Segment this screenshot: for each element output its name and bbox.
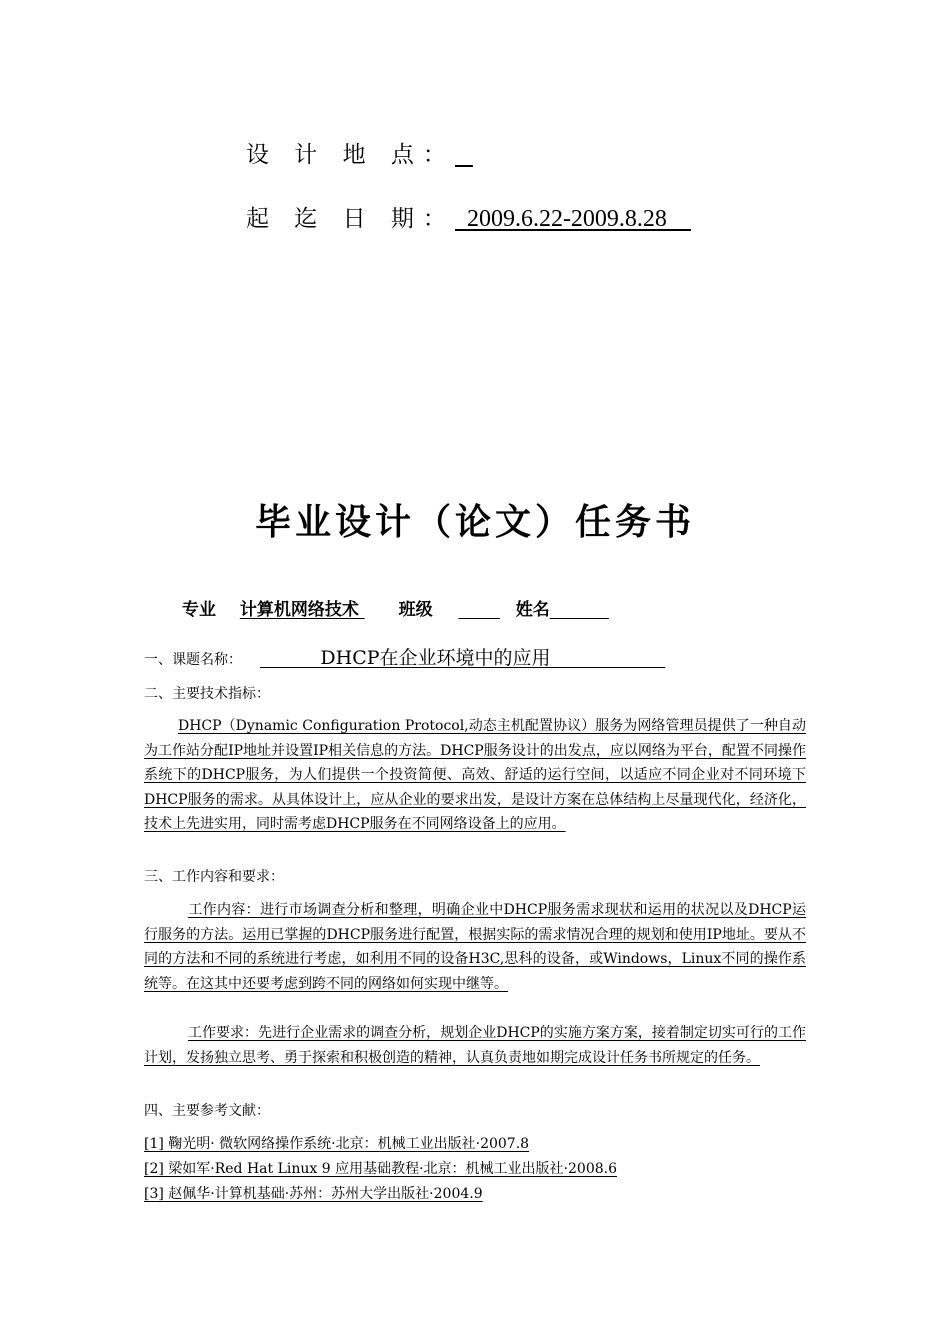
name-value xyxy=(550,600,609,620)
work-content-text xyxy=(144,898,806,996)
work-requirements-body: 工作要求：先进行企业需求的调查分析，规划企业DHCP的实施方案方案，接着制定切实可行的工作计划，发扬独立思考、勇于探索和积极创造的精神，认真负责地如期完成设计任务书所规定的任务。 xyxy=(144,1025,806,1066)
design-location-label: 设 计 地 点： xyxy=(246,142,455,168)
major-label: 专业 xyxy=(182,600,216,620)
topic-name: DHCP在企业环境中的应用 xyxy=(260,647,666,669)
reference-item: [3] 赵佩华·计算机基础·苏州：苏州大学出版社·2004.9 xyxy=(144,1186,483,1202)
reference-item: [2] 梁如军·Red Hat Linux 9 应用基础教程·北京：机械工业出版社·2008.6 xyxy=(144,1161,617,1177)
technical-indicators-text xyxy=(144,714,806,837)
reference-item: [1] 鞠光明· 微软网络操作系统·北京：机械工业出版社·2007.8 xyxy=(144,1136,530,1152)
section1-label: 一、课题名称： xyxy=(144,652,242,668)
class-label: 班级 xyxy=(398,600,433,620)
section3-label: 三、工作内容和要求： xyxy=(144,869,284,885)
work-requirements-text xyxy=(144,1021,806,1070)
name-label: 姓名 xyxy=(515,600,550,620)
date-range-row xyxy=(246,200,691,233)
section2-label: 二、主要技术指标： xyxy=(144,686,270,702)
technical-indicators-body: DHCP（Dynamic Configuration Protocol,动态主机配置协议）服务为网络管理员提供了一种自动为工作站分配IP地址并设置IP相关信息的方法。DHCP服务设计的出发点，应以网络为平台，配置不同操作系统下的DHCP服务，为人们提供一个投资简便、高效、舒适的运行空间，以适应不同企业对不同环境下DHCP服务的需求。从具体设计上，应从企业的要求出发，是设计方案在总体结构上尽量现代化，经济化，技术上先进实用，同时需考虑DHCP服务在不同网络设备上的应用。 xyxy=(144,718,806,832)
class-value xyxy=(458,600,499,620)
date-range-value: 2009.6.22-2009.8.28 xyxy=(454,206,691,232)
section4-label: 四、主要参考文献： xyxy=(144,1103,270,1119)
design-location-row xyxy=(246,136,473,169)
student-info-row xyxy=(182,595,609,620)
work-content-body: 工作内容：进行市场调查分析和整理，明确企业中DHCP服务需求现状和运用的状况以及DHCP运行服务的方法。运用已掌握的DHCP服务进行配置，根据实际的需求情况合理的规划和使用IP地址。要从不同的方法和不同的系统进行考虑，如利用不同的设备H3C,思科的设备，或Windows，Linux不同的操作系统等。在这其中还要考虑到跨不同的网络如何实现中继等。 xyxy=(144,902,806,992)
date-range-label: 起 迄 日 期： xyxy=(246,206,455,232)
major-value: 计算机网络技术 xyxy=(239,600,365,620)
design-location-value xyxy=(455,142,473,168)
document-title: 毕业设计（论文）任务书 xyxy=(254,502,695,543)
